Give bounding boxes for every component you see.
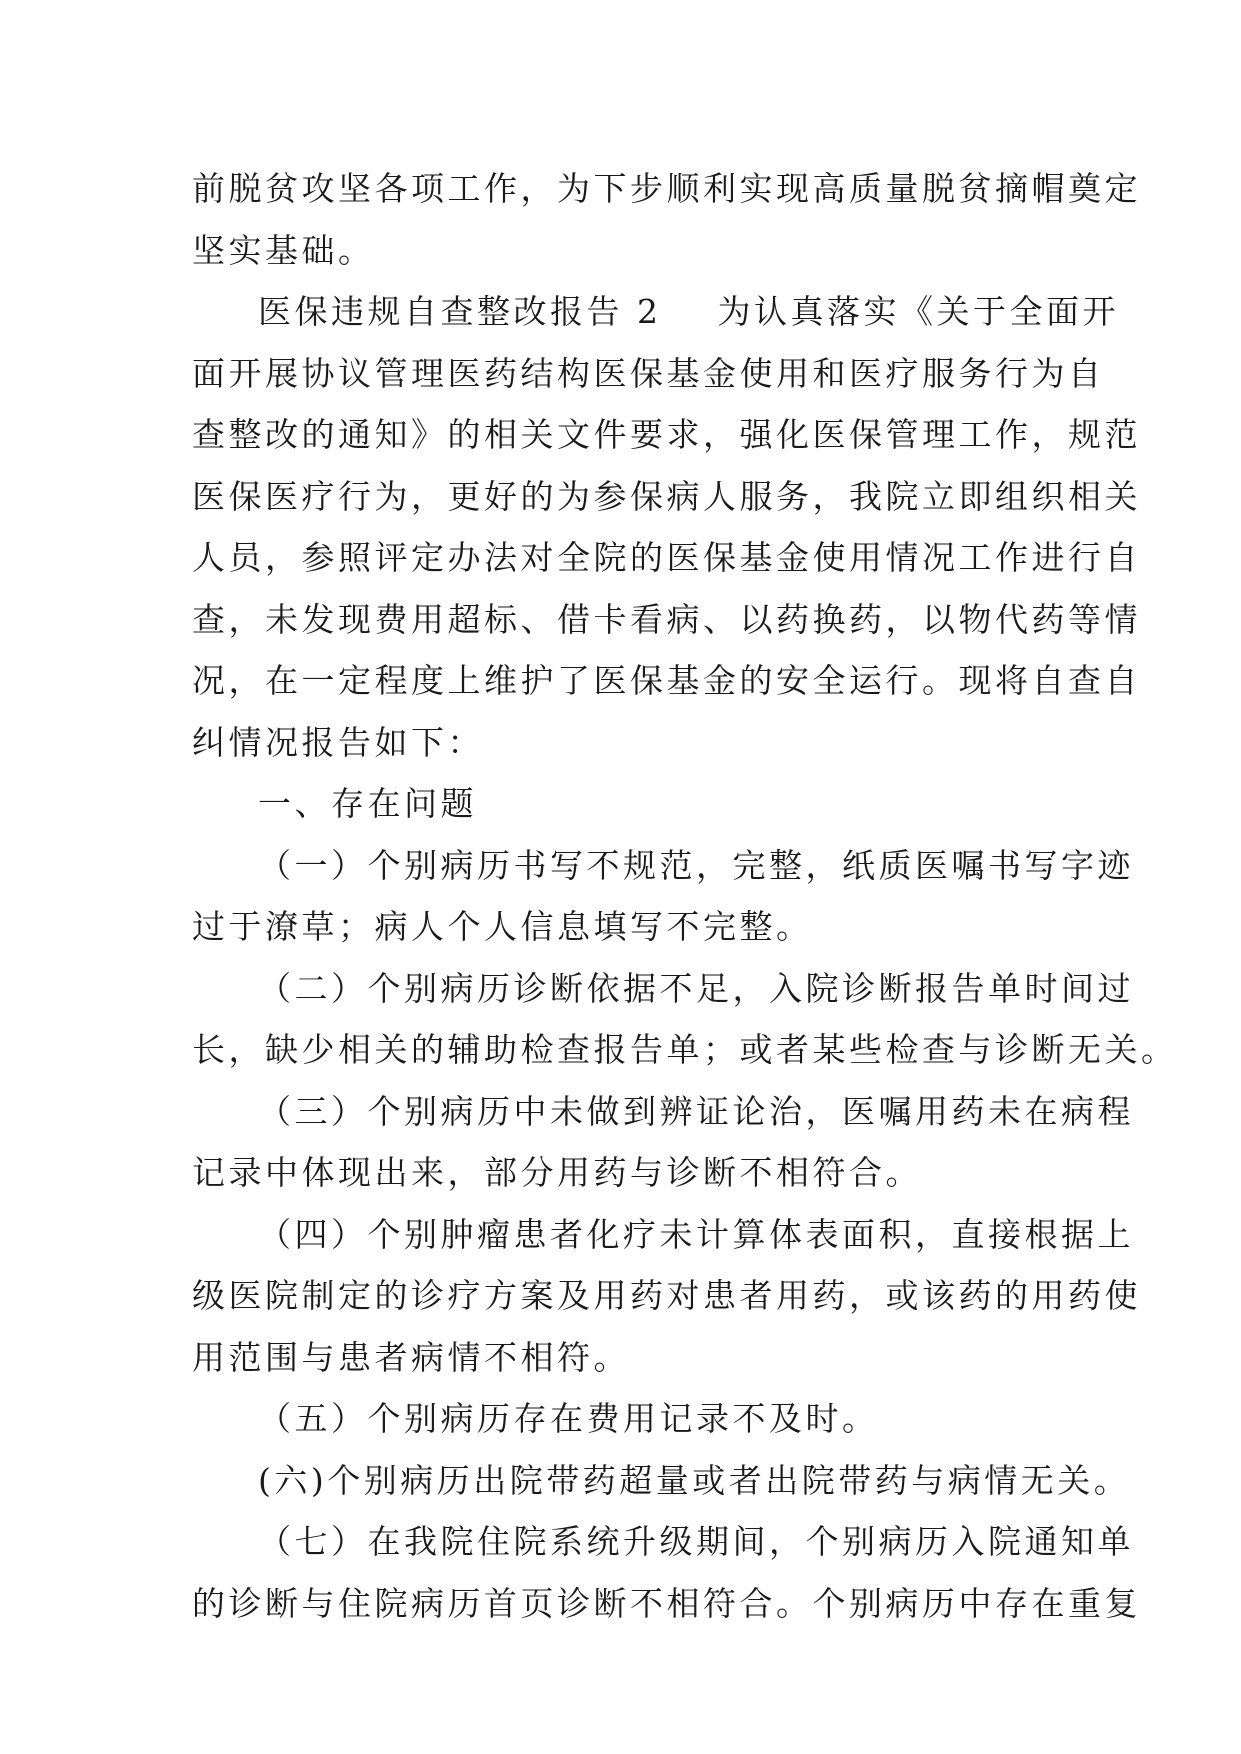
paragraph-line: 查整改的通知》的相关文件要求，强化医保管理工作，规范 xyxy=(192,415,1141,454)
list-item-line: （七）在我院住院系统升级期间，个别病历入院通知单 xyxy=(258,1522,1134,1561)
list-item-line: （五）个别病历存在费用记录不及时。 xyxy=(258,1399,879,1438)
paragraph-line: 医保医疗行为，更好的为参保病人服务，我院立即组织相关 xyxy=(192,476,1141,516)
paragraph-line: 人员，参照评定办法对全院的医保基金使用情况工作进行自 xyxy=(192,538,1141,577)
document-body xyxy=(192,158,1178,1634)
list-item-line: 级医院制定的诊疗方案及用药对患者用药，或该药的用药使 xyxy=(192,1276,1141,1315)
list-item-line: 用范围与患者病情不相符。 xyxy=(192,1337,630,1377)
list-item-line: （二）个别病历诊断依据不足，入院诊断报告单时间过 xyxy=(258,968,1134,1008)
paragraph-line: 纠情况报告如下： xyxy=(192,722,484,762)
report-title: 医保违规自查整改报告 2 xyxy=(258,292,662,331)
section-heading: 一、存在问题 xyxy=(258,784,477,823)
paragraph-line: 面开展协议管理医药结构医保基金使用和医疗服务行为自 xyxy=(192,353,1105,393)
list-item-line: 过于潦草；病人个人信息填写不完整。 xyxy=(192,907,813,946)
list-item-line: （四）个别肿瘤患者化疗未计算体表面积，直接根据上 xyxy=(258,1214,1134,1254)
list-item-line: 长，缺少相关的辅助检查报告单；或者某些检查与诊断无关。 xyxy=(192,1030,1178,1069)
list-item-line: （三）个别病历中未做到辨证论治，医嘱用药未在病程 xyxy=(258,1091,1134,1131)
list-item-line: (六)个别病历出院带药超量或者出院带药与病情无关。 xyxy=(258,1460,1131,1500)
paragraph-line: 况，在一定程度上维护了医保基金的安全运行。现将自查自 xyxy=(192,661,1141,700)
list-item-line: 记录中体现出来，部分用药与诊断不相符合。 xyxy=(192,1153,922,1192)
paragraph-text: 为认真落实《关于全面开 xyxy=(717,292,1119,331)
list-item-line: （一）个别病历书写不规范，完整，纸质医嘱书写字迹 xyxy=(258,845,1134,885)
list-item-line: 的诊断与住院病历首页诊断不相符合。个别病历中存在重复 xyxy=(192,1583,1141,1623)
paragraph-line: 坚实基础。 xyxy=(192,230,375,270)
section-heading-line xyxy=(192,281,1119,343)
paragraph-line: 查，未发现费用超标、借卡看病、以药换药，以物代药等情 xyxy=(192,599,1141,639)
paragraph-line: 前脱贫攻坚各项工作，为下步顺利实现高质量脱贫摘帽奠定 xyxy=(192,169,1141,208)
